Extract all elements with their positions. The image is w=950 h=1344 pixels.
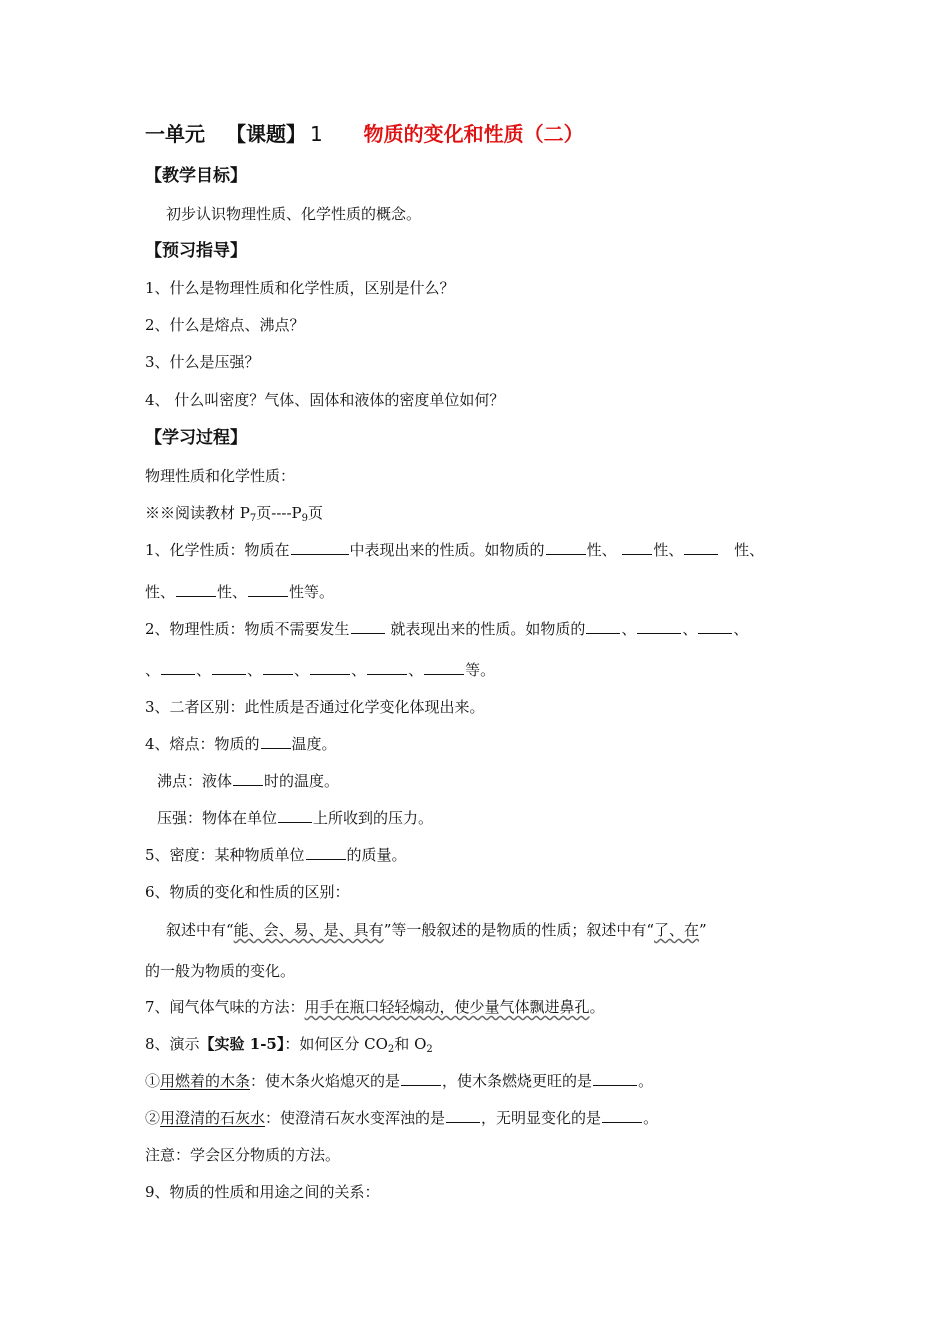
fill-blank[interactable] xyxy=(161,660,195,675)
fill-blank[interactable] xyxy=(446,1108,480,1123)
reading-instruction: ※※阅读教材 $P_7$页$----P_9$页 xyxy=(145,504,324,524)
fill-blank[interactable] xyxy=(291,540,349,555)
chemical-property-line-2: 性、 性、 性等。 xyxy=(145,583,335,601)
fill-blank[interactable] xyxy=(586,619,620,634)
property-keywords: 能、会、易、是、具有 xyxy=(233,921,384,939)
physical-property-line-1: 2、物理性质：物质不需要发生 就表现出来的性质。如物质的 、 、 、 xyxy=(145,620,749,638)
process-heading: 【学习过程】 xyxy=(145,428,247,448)
fill-blank[interactable] xyxy=(212,660,246,675)
physical-property-line-2: 、 、 、 、 、 、 等。 xyxy=(145,661,496,679)
fill-blank[interactable] xyxy=(593,1071,637,1086)
page-title: 一单元 【课题】 1 物质的变化和性质（二） xyxy=(145,122,584,146)
goal-text: 初步认识物理性质、化学性质的概念。 xyxy=(166,205,422,223)
pressure-line: 压强：物体在单位 上所收到的压力。 xyxy=(157,809,434,827)
experiment-line: 8、演示【实验 1-5】：如何区分 $CO_2$和 $O_2$ xyxy=(145,1035,433,1055)
process-intro: 物理性质和化学性质： xyxy=(145,467,296,485)
fill-blank[interactable] xyxy=(306,845,346,860)
fill-blank[interactable] xyxy=(546,540,586,555)
fill-blank[interactable] xyxy=(622,540,652,555)
melting-point-line: 4、熔点：物质的 温度。 xyxy=(145,735,337,753)
relation-line: 9、物质的性质和用途之间的关系： xyxy=(145,1183,380,1201)
smell-method-line: 7、闻气体气味的方法：用手在瓶口轻轻煽动，使少量气体飘进鼻孔。 xyxy=(145,998,605,1016)
fill-blank[interactable] xyxy=(698,619,732,634)
fill-blank[interactable] xyxy=(261,734,291,749)
lesson-subject: 物质的变化和性质（二） xyxy=(363,122,584,146)
fill-blank[interactable] xyxy=(351,619,385,634)
fill-blank[interactable] xyxy=(263,660,293,675)
chemical-property-line-1: 1、化学性质：物质在 中表现出来的性质。如物质的 性、 性、 性、 xyxy=(145,541,765,559)
fill-blank[interactable] xyxy=(602,1108,642,1123)
description-line-1: 叙述中有“能、会、易、是、具有”等一般叙述的是物质的性质；叙述中有“了、在” xyxy=(166,921,707,939)
fill-blank[interactable] xyxy=(401,1071,441,1086)
preview-question-4: 4、 什么叫密度？气体、固体和液体的密度单位如何？ xyxy=(145,391,505,409)
density-line: 5、密度：某种物质单位 的质量。 xyxy=(145,846,407,864)
description-line-2: 的一般为物质的变化。 xyxy=(145,962,296,980)
fill-blank[interactable] xyxy=(310,660,350,675)
fill-blank[interactable] xyxy=(233,771,263,786)
note-line: 注意：学会区分物质的方法。 xyxy=(145,1146,341,1164)
boiling-point-line: 沸点：液体 时的温度。 xyxy=(157,772,340,790)
method-1-line: ①用燃着的木条：使木条火焰熄灭的是 ，使木条燃烧更旺的是 。 xyxy=(145,1072,654,1090)
fill-blank[interactable] xyxy=(684,540,718,555)
fill-blank[interactable] xyxy=(637,619,681,634)
fill-blank[interactable] xyxy=(176,582,216,597)
fill-blank[interactable] xyxy=(367,660,407,675)
distinction-heading: 6、物质的变化和性质的区别： xyxy=(145,883,350,901)
fill-blank[interactable] xyxy=(424,660,464,675)
preview-heading: 【预习指导】 xyxy=(145,241,247,261)
fill-blank[interactable] xyxy=(278,808,312,823)
change-keywords: 了、在 xyxy=(654,921,700,939)
goal-heading: 【教学目标】 xyxy=(145,166,247,186)
preview-question-2: 2、什么是熔点、沸点？ xyxy=(145,316,305,334)
method-2-line: ②用澄清的石灰水：使澄清石灰水变浑浊的是 ，无明显变化的是 。 xyxy=(145,1109,659,1127)
difference-line: 3、二者区别：此性质是否通过化学变化体现出来。 xyxy=(145,698,485,716)
preview-question-3: 3、什么是压强？ xyxy=(145,353,260,371)
preview-question-1: 1、什么是物理性质和化学性质，区别是什么？ xyxy=(145,279,455,297)
fill-blank[interactable] xyxy=(248,582,288,597)
